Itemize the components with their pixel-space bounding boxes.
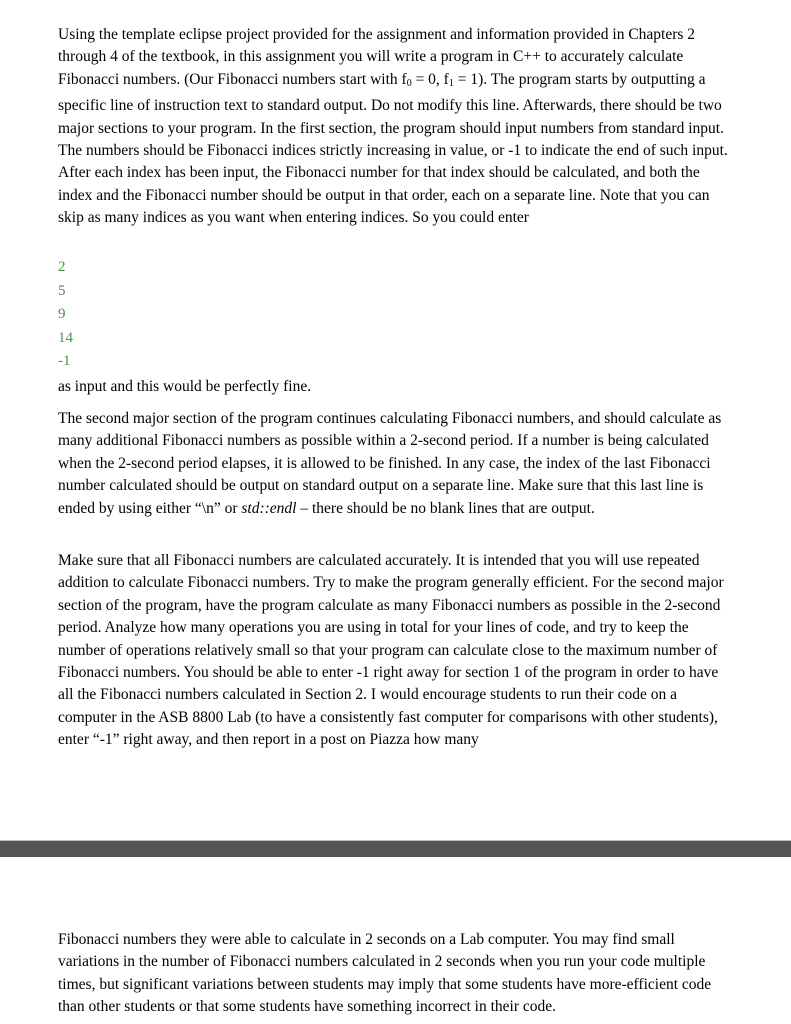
paragraph-report-results: Fibonacci numbers they were able to calculate in 2 seconds on a Lab computer. You may find small variations in the number of Fibonacci numbers calculated in 2 seconds when you run your code multiple times, but significant variations between students may imply that some students have more-efficient code than other students or that some students have something incorrect in their code. bbox=[58, 931, 712, 1016]
example-input-line: 5 bbox=[58, 282, 66, 299]
example-input-line: 2 bbox=[58, 259, 66, 275]
intro-text-part-3: = 1). The program starts by outputting a specific line of instruction text to standard output. Do not modify this line. Afterwards, there should be two major sections to your program. In the first section, the program should input numbers from standard input. The numbers should be Fibonacci indices strictly increasing in value, or -1 to indicate the end of such input. After each index has been input, the Fibonacci number for that index should be calculated, and both the index and the Fibonacci number should be output in that order, each on a separate line. Note that you can skip as many indices as you want when entering indices. So you could enter bbox=[58, 70, 728, 227]
paragraph-second-section bbox=[58, 408, 734, 520]
page-separator bbox=[0, 840, 791, 857]
example-input-list bbox=[58, 256, 73, 374]
paragraph-assignment-intro bbox=[58, 24, 734, 230]
second-section-text-part-2: – there should be no blank lines that are output. bbox=[296, 499, 595, 517]
intro-text-part-2: = 0, f bbox=[411, 70, 449, 88]
second-section-text-part-1: The second major section of the program continues calculating Fibonacci numbers, and should calculate as many additional Fibonacci numbers as possible within a 2-second period. If a number is being calculated when the 2-second period elapses, it is allowed to be finished. In any case, the index of the last Fibonacci number calculated should be output on standard output on a separate line. Make sure that this last line is ended by using either “\n” or bbox=[58, 410, 722, 517]
example-input-line: 14 bbox=[58, 329, 73, 346]
subscript-one: 1 bbox=[448, 77, 454, 89]
example-input-line: 9 bbox=[58, 306, 66, 323]
paragraph-input-fine: as input and this would be perfectly fine. bbox=[58, 378, 312, 395]
example-input-line: -1 bbox=[58, 353, 71, 370]
subscript-zero: 0 bbox=[406, 77, 412, 89]
std-endl-italic: std::endl bbox=[241, 499, 297, 517]
paragraph-accuracy-efficiency: Make sure that all Fibonacci numbers are calculated accurately. It is intended that you will use repeated addition to calculate Fibonacci numbers. Try to make the program generally efficient. For the second major section of the program, have the program calculate as many Fibonacci numbers as possible in the 2-second period. Analyze how many operations you are using in total for your lines of code, and try to keep the number of operations relatively small so that your program can calculate close to the maximum number of Fibonacci numbers. You should be able to enter -1 right away for section 1 of the program in order to have all the Fibonacci numbers calculated in Section 2. I would encourage students to run their code on a computer in the ASB 8800 Lab (to have a consistently fast computer for comparisons with other students), enter “-1” right away, and then report in a post on Piazza how many bbox=[58, 552, 724, 749]
intro-text-part-1: Using the template eclipse project provided for the assignment and information provided in Chapters 2 through 4 of the textbook, in this assignment you will write a program in C++ to accurately calculate Fibonacci numbers. (Our Fibonacci numbers start with f bbox=[58, 26, 696, 88]
